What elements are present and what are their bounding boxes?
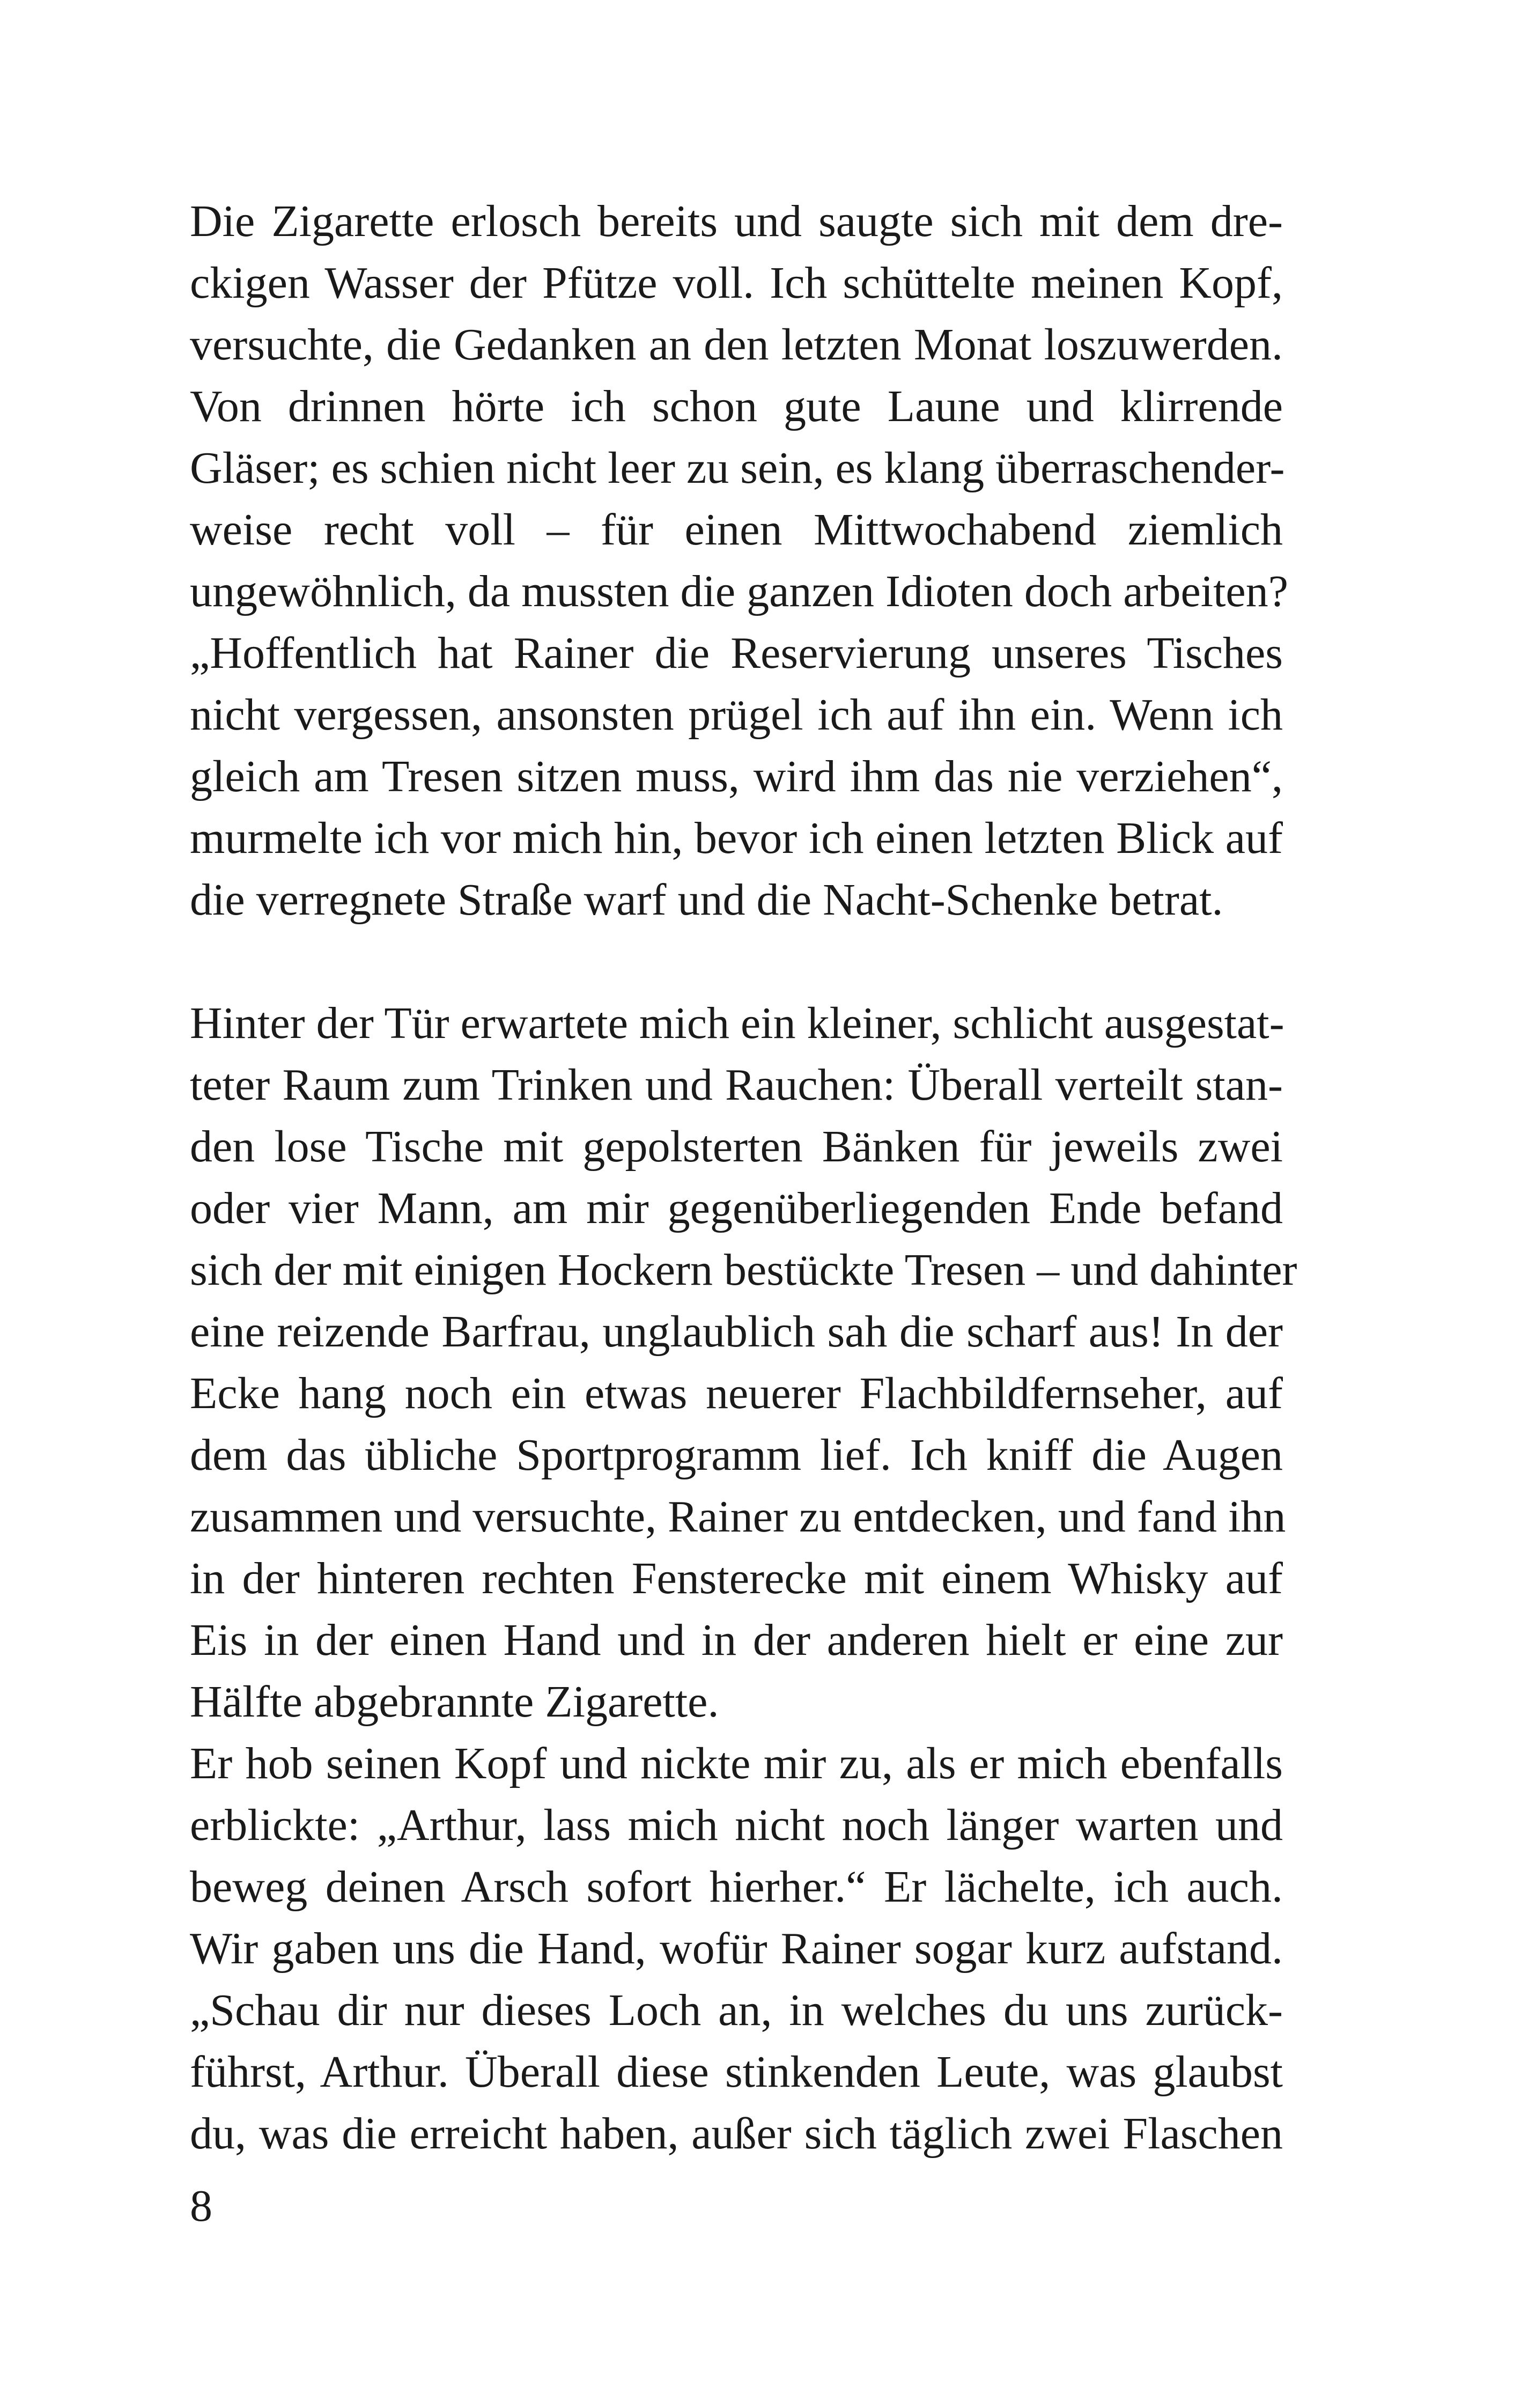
- text-line: oder vier Mann, am mir gegenüberliegenden Ende befand: [190, 1183, 1283, 1233]
- paragraph-2: [190, 992, 1297, 2164]
- text-line: Wir gaben uns die Hand, wofür Rainer sogar kurz aufstand.: [190, 1924, 1283, 1973]
- text-line: Ecke hang noch ein etwas neuerer Flachbildfernseher, auf: [190, 1368, 1283, 1418]
- text-line: Er hob seinen Kopf und nickte mir zu, als er mich ebenfalls: [190, 1739, 1283, 1788]
- text-line: beweg deinen Arsch sofort hierher.“ Er lächelte, ich auch.: [190, 1862, 1283, 1912]
- text-line: du, was die erreicht haben, außer sich täglich zwei Flaschen: [190, 2109, 1283, 2159]
- text-line: „Hoffentlich hat Rainer die Reservierung unseres Tisches: [190, 628, 1283, 678]
- text-line: weise recht voll – für einen Mittwochabend ziemlich: [190, 505, 1283, 555]
- text-line: versuchte, die Gedanken an den letzten Monat loszuwerden.: [190, 320, 1283, 370]
- text-line: den lose Tische mit gepolsterten Bänken für jeweils zwei: [190, 1122, 1283, 1172]
- text-line: teter Raum zum Trinken und Rauchen: Überall verteilt stan-: [190, 1060, 1283, 1110]
- text-line: erblickte: „Arthur, lass mich nicht noch länger warten und: [190, 1800, 1283, 1850]
- text-line: ungewöhnlich, da mussten die ganzen Idioten doch arbeiten?: [190, 566, 1288, 616]
- text-line: Eis in der einen Hand und in der anderen hielt er eine zur: [190, 1615, 1283, 1665]
- text-line: Die Zigarette erlosch bereits und saugte sich mit dem dre-: [190, 196, 1283, 246]
- text-line: gleich am Tresen sitzen muss, wird ihm das nie verziehen“,: [190, 752, 1283, 801]
- text-line: sich der mit einigen Hockern bestückte Tresen – und dahinter: [190, 1245, 1297, 1295]
- text-line: murmelte ich vor mich hin, bevor ich einen letzten Blick auf: [190, 813, 1283, 863]
- page-number: 8: [190, 2181, 212, 2231]
- text-line: ckigen Wasser der Pfütze voll. Ich schüttelte meinen Kopf,: [190, 258, 1283, 308]
- text-line: Hälfte abgebrannte Zigarette.: [190, 1677, 719, 1727]
- text-line: dem das übliche Sportprogramm lief. Ich kniff die Augen: [190, 1430, 1283, 1480]
- text-line: Von drinnen hörte ich schon gute Laune und klirrende: [190, 381, 1283, 431]
- text-line: nicht vergessen, ansonsten prügel ich auf ihn ein. Wenn ich: [190, 690, 1283, 740]
- text-line: Hinter der Tür erwartete mich ein kleiner, schlicht ausgestat-: [190, 998, 1284, 1048]
- paragraph-1: [190, 190, 1288, 931]
- text-line: in der hinteren rechten Fensterecke mit einem Whisky auf: [190, 1553, 1283, 1603]
- text-line: führst, Arthur. Überall diese stinkenden Leute, was glaubst: [190, 2047, 1283, 2097]
- text-line: Gläser; es schien nicht leer zu sein, es klang überraschender-: [190, 443, 1285, 493]
- text-line: zusammen und versuchte, Rainer zu entdecken, und fand ihn: [190, 1492, 1286, 1542]
- text-line: eine reizende Barfrau, unglaublich sah die scharf aus! In der: [190, 1307, 1283, 1357]
- text-line: die verregnete Straße warf und die Nacht-Schenke betrat.: [190, 875, 1223, 925]
- text-line: „Schau dir nur dieses Loch an, in welches du uns zurück-: [190, 1985, 1283, 2035]
